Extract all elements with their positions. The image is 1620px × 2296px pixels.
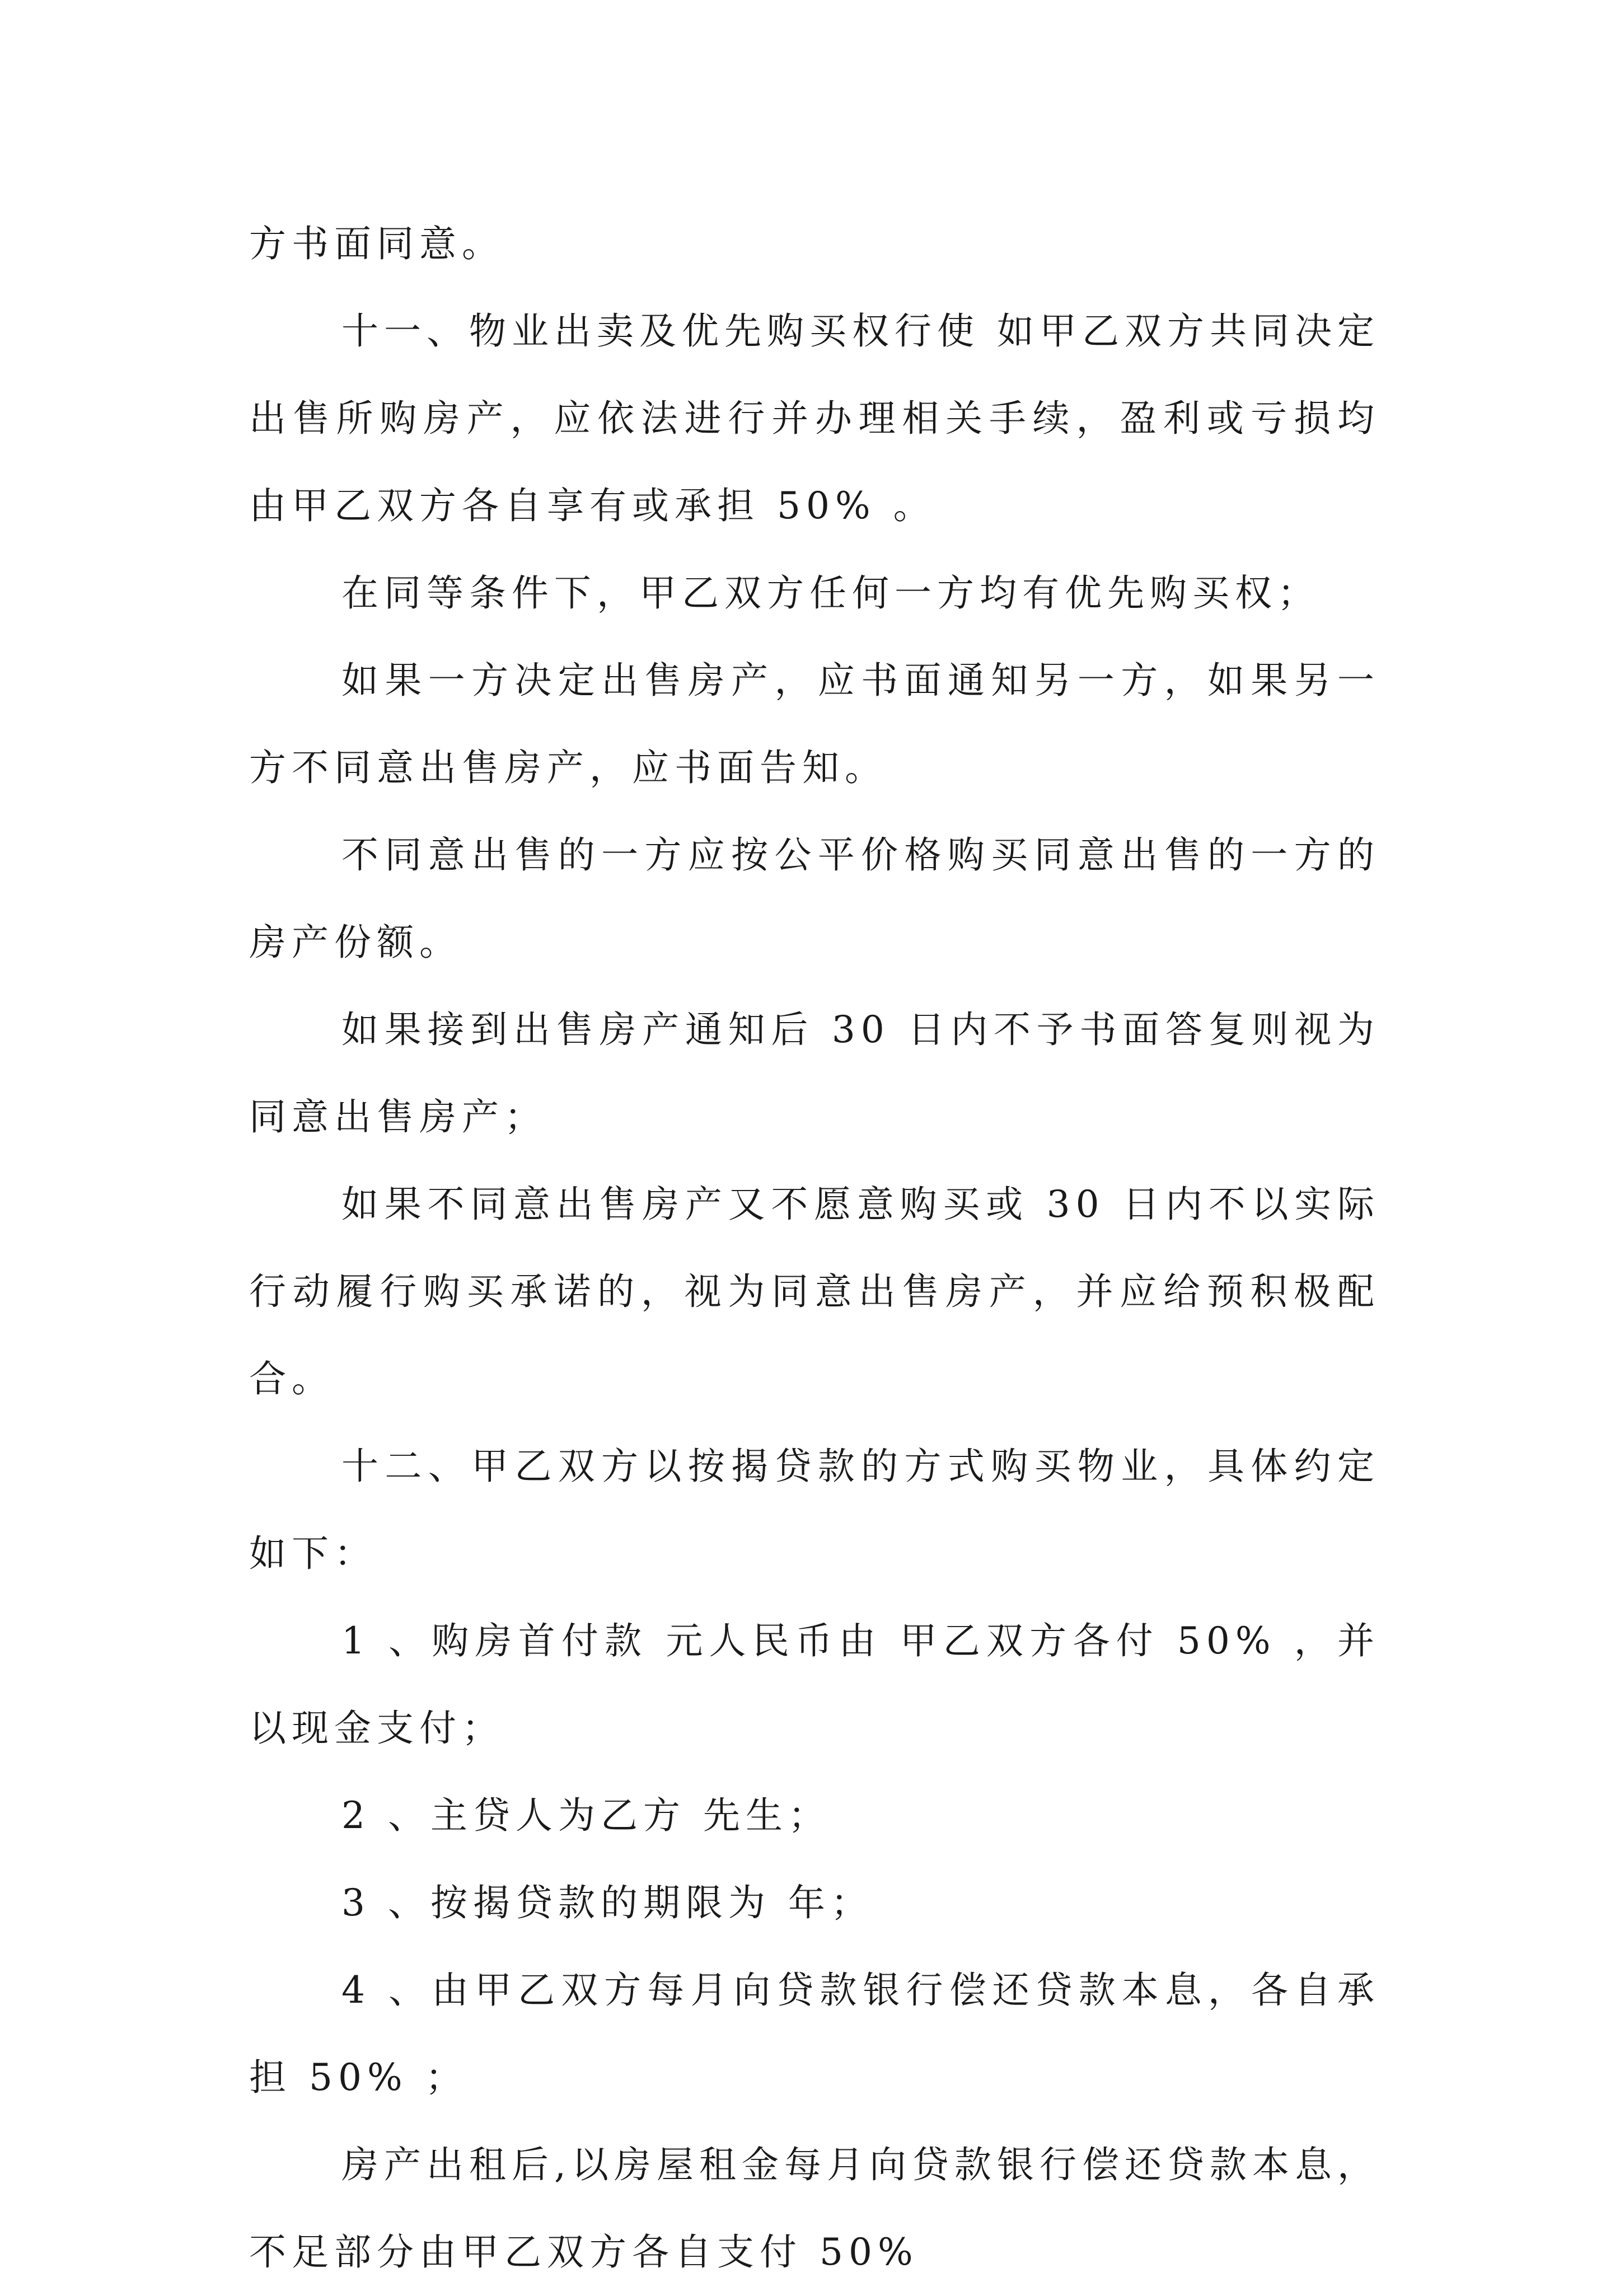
document-body	[249, 200, 1380, 2296]
paragraph: 在同等条件下，甲乙双方任何一方均有优先购买权；	[341, 571, 1320, 615]
paragraph: 不同意出售的一方应按公平价格购买同意出售的一方的房产份额。	[249, 833, 1380, 964]
paragraph: 2 、主贷人为乙方 先生；	[341, 1794, 831, 1837]
paragraph: 4 、由甲乙双方每月向贷款银行偿还贷款本息，各自承担 50% ；	[249, 1969, 1380, 2099]
paragraph: 十一、物业出卖及优先购买权行使 如甲乙双方共同决定出售所购房产，应依法进行并办理相关手续，盈利或亏损均由甲乙双方各自享有或承担 50% 。	[249, 310, 1380, 527]
paragraph: 如果不同意出售房产又不愿意购买或 30 日内不以实际行动履行购买承诺的，视为同意出售房产，并应给预积极配合。	[249, 1183, 1380, 1400]
paragraph: 3 、按揭贷款的期限为 年；	[341, 1881, 873, 1924]
paragraph: 如果一方决定出售房产，应书面通知另一方，如果另一方不同意出售房产，应书面告知。	[249, 659, 1380, 789]
paragraph: 十二、甲乙双方以按揭贷款的方式购买物业，具体约定如下：	[249, 1445, 1380, 1575]
paragraph: 房产出租后,以房屋租金每月向贷款银行偿还贷款本息，不足部分由甲乙双方各自支付 50%	[249, 2143, 1380, 2274]
paragraph: 如果接到出售房产通知后 30 日内不予书面答复则视为同意出售房产；	[249, 1008, 1380, 1138]
paragraph: 方书面同意。	[249, 222, 504, 265]
paragraph: 1 、购房首付款 元人民币由 甲乙双方各付 50% ，并以现金支付；	[249, 1619, 1380, 1750]
